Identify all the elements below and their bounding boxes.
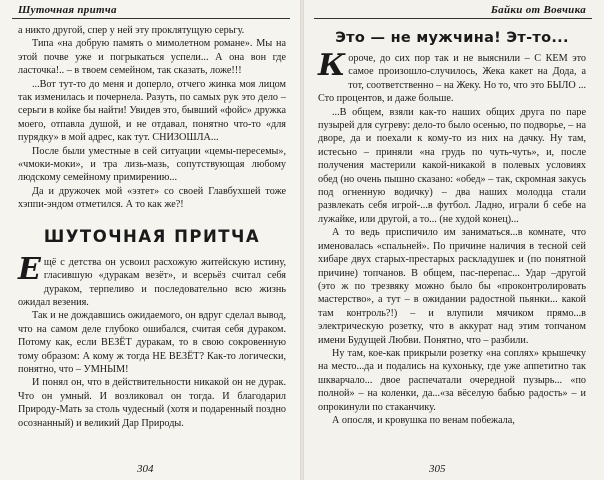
page-number-right: 305 <box>429 463 446 475</box>
paragraph: Да и дружочек мой «эзтет» со своей Главбухшей тоже хэппи-эндом отметился. А то как же?! <box>18 185 286 211</box>
header-rule-right <box>314 18 592 19</box>
header-rule-left <box>12 18 290 19</box>
page-number-left: 304 <box>137 463 154 475</box>
paragraph: ...В общем, взяли как-то наших общих друга по паре пузырей для сугреву: дело-то было осенью, по подворье, – на дворе, да и поехали к кому-то из них на дачку. Ну там, истесьно – приняли «на грудь по чуть-чуть», и, после получения мастерили какой-никакой в полевых условиях обед (но очень пышно сказано: «обед» – так, скромная закусь под огненную водичку) – два наших молодца стали развлекать себя игрой-...в футбол. Ладно, играли б себе на лужайке, или другой, а то... (не худой конец)... <box>318 106 586 225</box>
drop-cap: Е <box>18 251 41 287</box>
paragraph: А опосля, и кровушка по венам побежала, <box>332 414 515 426</box>
paragraph-with-dropcap <box>318 48 586 106</box>
paragraph: Так и не дождавшись ожидаемого, он вдруг сделал вывод, что на самом деле глубоко ошибался, считая себя дураком. Потому как, если ВЕЗЁТ дуракам, то в свою сокровенную тому образом: А кому ж тогда НЕ ВЕЗЁТ? Как-то логически, понятно, что – УМНЫМ! <box>18 310 286 375</box>
right-page <box>302 0 604 480</box>
paragraph: И понял он, что в действительности никакой он не дурак. Что он умный. И возликовал он тогда. И благодарил Природу-Мать за столь чудесный (хотя и подаренный поздно осознанный) и великий Дар Природы. <box>18 377 286 429</box>
right-page-body <box>318 30 586 427</box>
section-title: ШУТОЧНАЯ ПРИТЧА <box>43 226 261 246</box>
running-head-right: Байки от Вовчика <box>490 4 586 16</box>
running-head-left: Шуточная притча <box>18 4 117 16</box>
drop-cap: К <box>318 48 346 83</box>
paragraph: А то ведь приспичило им заниматься...в комнате, что именовалась «спальней». По причине наличия в тесной сей хибаре двух старых-престарых раскладушек и (по понятной причине) топчанов. В общем, пас-перепас... Удар –другой (это ж по трезвяку можно было бы «проконтролировать мастерство», а тут – в ожидании радостной пьянки... какой там контроль?!) – и влупили мячиком прямо...в электрическую розетку, что в аккурат над этим топчаном имени Будущей Любви. Понятно, что – разбили. <box>318 227 586 346</box>
paragraph: ...Вот тут-то до меня и доперло, отчего жинка моя лицом так изменилась и почернела. Разуть, по самых рук это дело – серьги в койке бы найти! Увидев это, бывший «фойс» дружка моего, отпавла душой, и не отдавал, понятно что-то «для пурядку» в мой адрес, как тут. СНИЗОШЛА... <box>18 78 286 144</box>
paragraph: а никто другой, спер у ней эту проклятущую серьгу. <box>18 25 245 36</box>
left-page-body <box>18 24 286 430</box>
first-paragraph-text: щё с детства он усвоил расхожую житейскую истину, гласившую «дуракам везёт», и всерьёз считал себя дураком, терпеливо и последовательно всю жизнь ожидал везения. <box>18 256 286 308</box>
paragraph: После были уместные в сей ситуации «цемы-пересемы», «чмоки-моки», и тра лизь-мазь, сопутствующая любому людскому семейному примирению... <box>18 145 286 184</box>
paragraph: Типа «на добрую память о мимолетном романе». Мы на этой почве уже и погрыкаться успели... А она вон где ласточка!.. – в твоем семейном, так сказать, ложе!!! <box>18 38 286 77</box>
story-title: Это — не мужчина! Эт-то... <box>335 30 569 46</box>
paragraph: Ну там, кое-как прикрыли розетку «на соплях» крышечку на место...да и подались на кухоньку, где уже аппетитно так шкварчало... двое распечатали очередной пузырь... «по полной» – на коленки, да...«за вёселую бабью радость» – и опрокинули по стаканчику. <box>318 347 586 413</box>
book-gutter <box>300 0 304 480</box>
first-paragraph-text: ороче, до сих пор так и не выяснили – С КЕМ это самое произошло-случилось, Жека какет на Дода, а тот, соответственно – на Жеку. Но то, что это БЫЛО ... Сто процентов, и даже больше. <box>318 53 586 105</box>
paragraph-with-dropcap <box>18 251 286 310</box>
